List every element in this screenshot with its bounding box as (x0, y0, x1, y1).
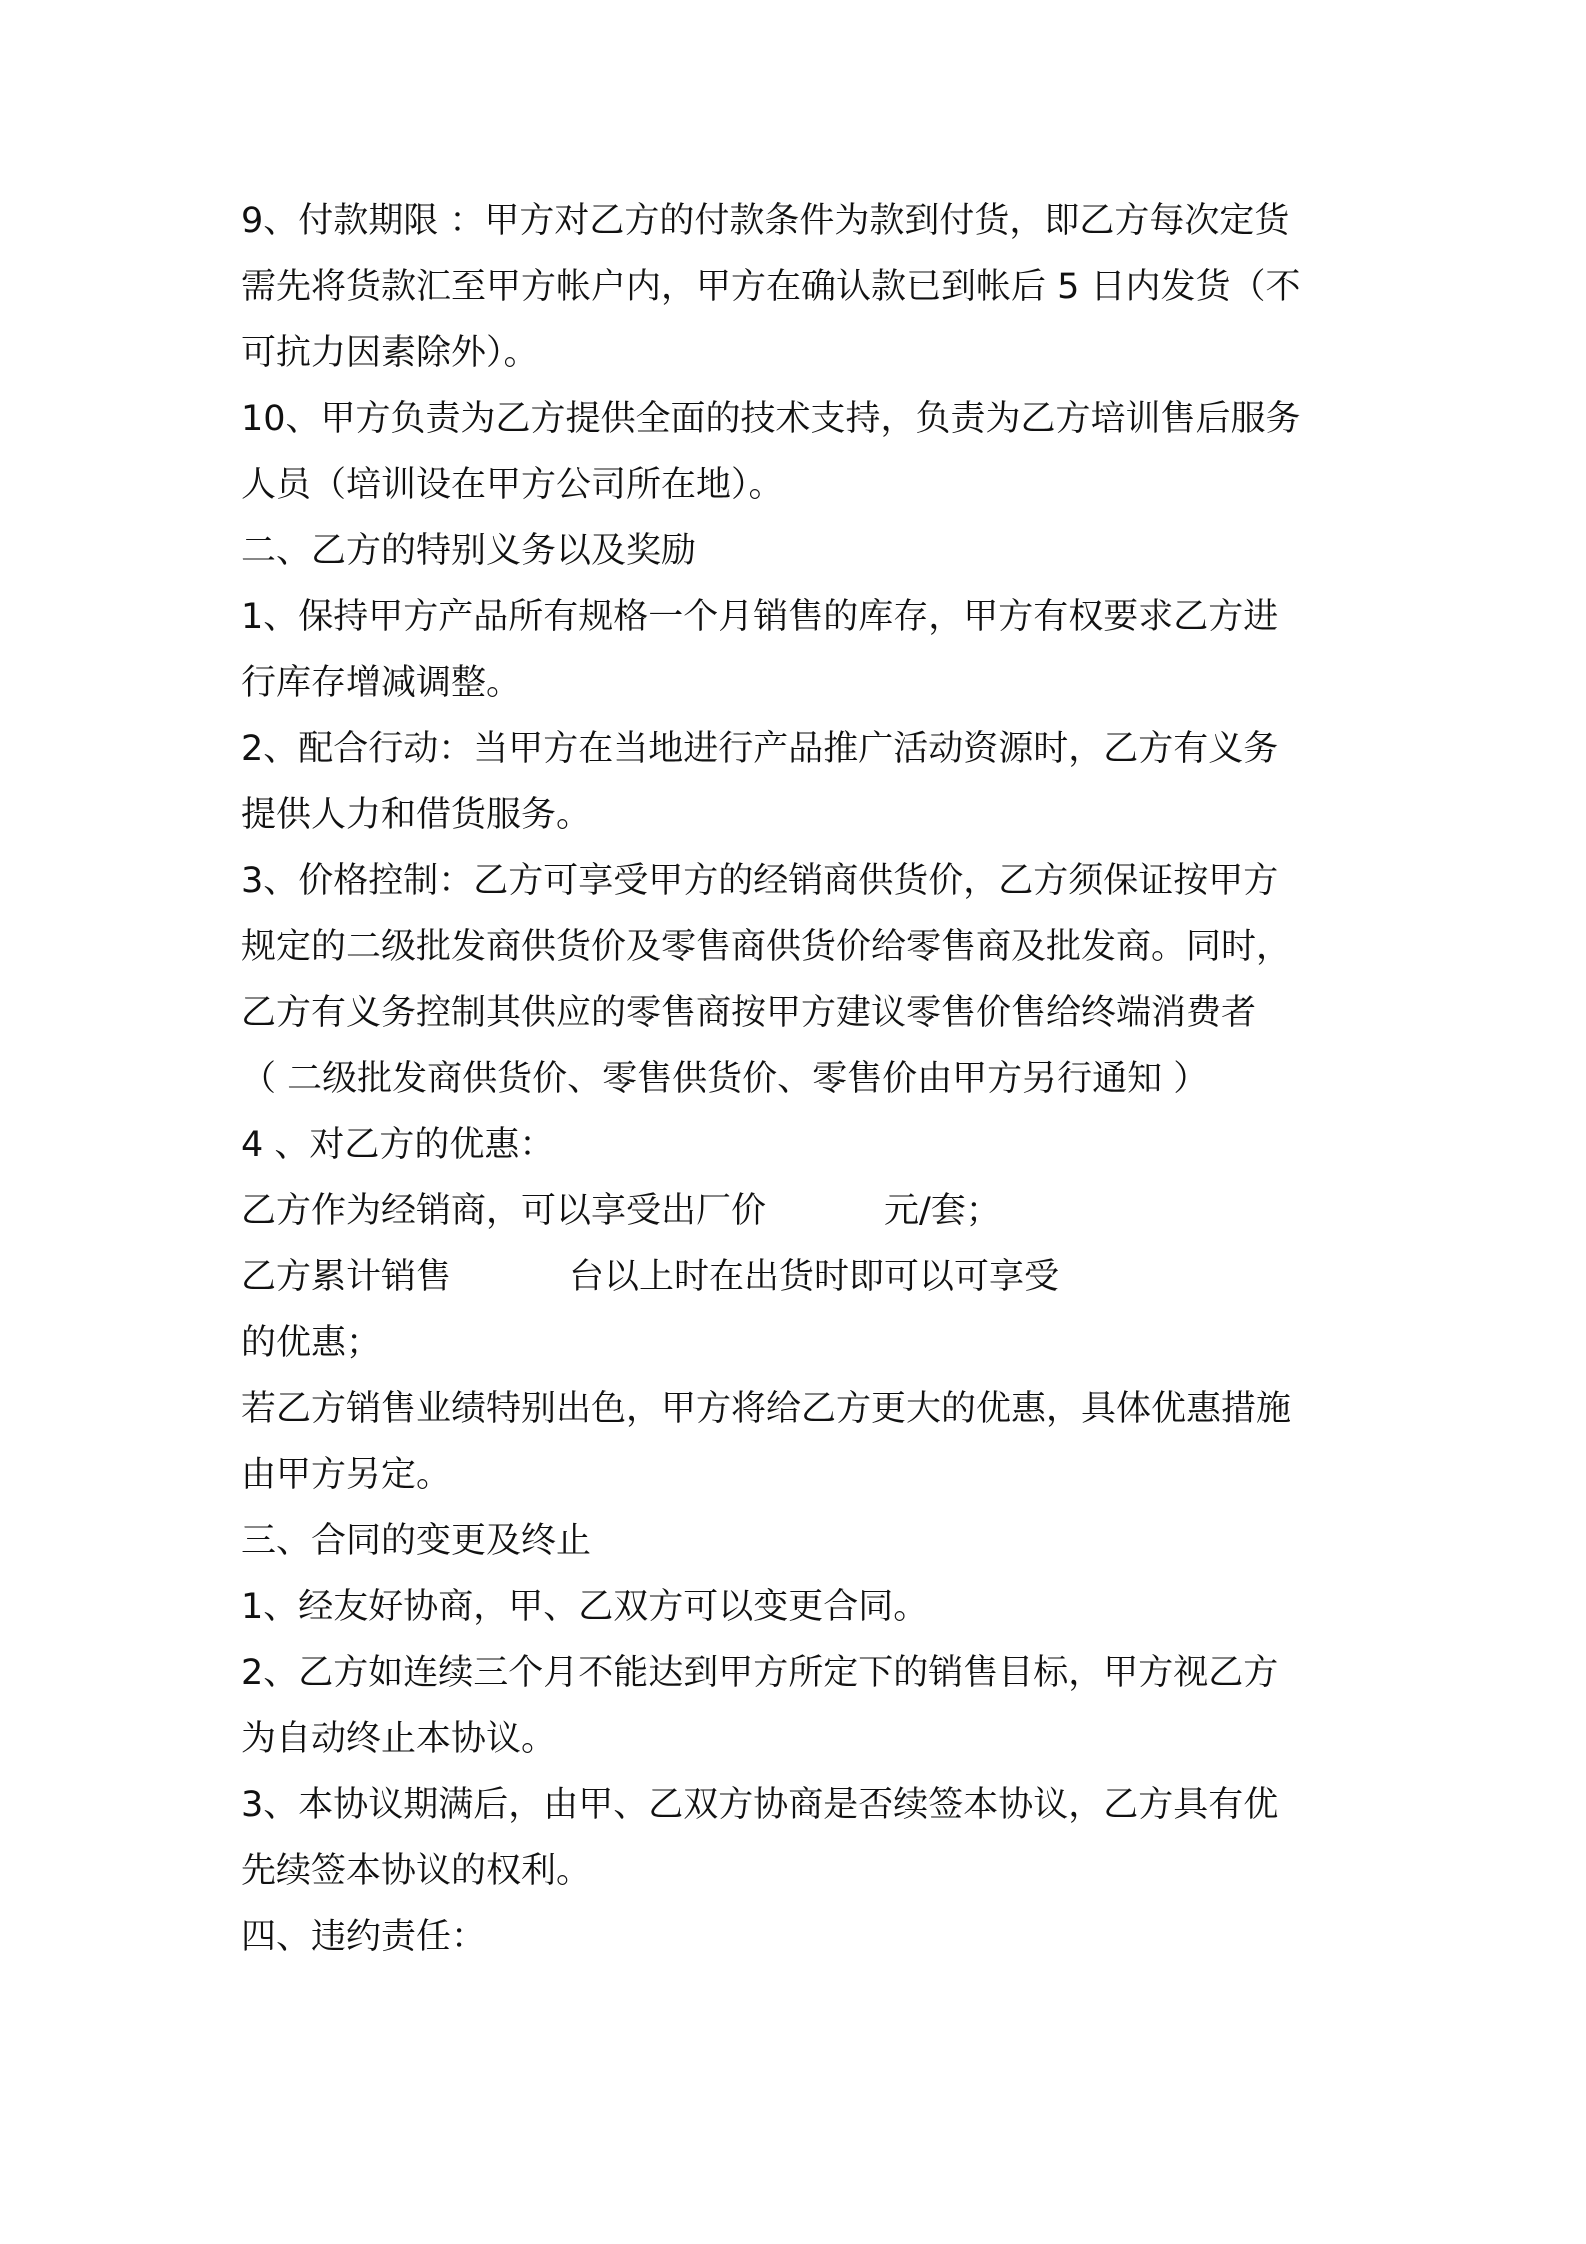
text-line: 9、付款期限 ：甲方对乙方的付款条件为款到付货，即乙方每次定货 (241, 201, 1290, 241)
text-line: 3、本协议期满后，由甲、乙双方协商是否续签本协议，乙方具有优 (241, 1785, 1279, 1825)
text-line: 先续签本协议的权利。 (241, 1851, 592, 1891)
text-line: 乙方有义务控制其供应的零售商按甲方建议零售价售给终端消费者 (241, 993, 1257, 1033)
text-line: 可抗力因素除外）。 (241, 333, 539, 373)
text-line: 人员（培训设在甲方公司所在地）。 (241, 465, 784, 505)
section-heading: 四、违约责任： (241, 1917, 487, 1957)
price-line-after: 元/套； (884, 1191, 1001, 1231)
section-heading: 三、合同的变更及终止 (241, 1521, 592, 1561)
text-line: 2、配合行动：当甲方在当地进行产品推广活动资源时，乙方有义务 (241, 729, 1279, 769)
text-line: 由甲方另定。 (241, 1455, 452, 1495)
text-line: 2、乙方如连续三个月不能达到甲方所定下的销售目标，甲方视乙方 (241, 1653, 1279, 1693)
text-line: 的优惠； (241, 1323, 382, 1363)
text-line: 提供人力和借货服务。 (241, 795, 592, 835)
text-line: 行库存增减调整。 (241, 663, 522, 703)
volume-line-after: 台以上时在出货时即可以可享受 (569, 1257, 1060, 1297)
volume-line-before: 乙方累计销售 (241, 1257, 452, 1297)
volume-line (241, 1244, 1361, 1310)
text-line: 规定的二级批发商供货价及零售商供货价给零售商及批发商。同时， (241, 927, 1292, 967)
text-line: 若乙方销售业绩特别出色，甲方将给乙方更大的优惠，具体优惠措施 (241, 1389, 1292, 1429)
text-line: 需先将货款汇至甲方帐户内，甲方在确认款已到帐后 5 日内发货（不 (241, 267, 1301, 307)
text-line: 4 、对乙方的优惠： (241, 1125, 555, 1165)
text-line: 1、经友好协商，甲、乙双方可以变更合同。 (241, 1587, 929, 1627)
section-heading: 二、乙方的特别义务以及奖励 (241, 531, 697, 571)
text-line: 1、保持甲方产品所有规格一个月销售的库存，甲方有权要求乙方进 (241, 597, 1279, 637)
text-line: （ 二级批发商供货价、零售供货价、零售价由甲方另行通知 ） (241, 1059, 1209, 1099)
document-body (241, 188, 1361, 1970)
text-line: 3、价格控制：乙方可享受甲方的经销商供货价，乙方须保证按甲方 (241, 861, 1279, 901)
price-line-before: 乙方作为经销商，可以享受出厂价 (241, 1191, 767, 1231)
text-line: 为自动终止本协议。 (241, 1719, 557, 1759)
price-line (241, 1178, 1361, 1244)
text-line: 10、甲方负责为乙方提供全面的技术支持，负责为乙方培训售后服务 (241, 399, 1301, 439)
